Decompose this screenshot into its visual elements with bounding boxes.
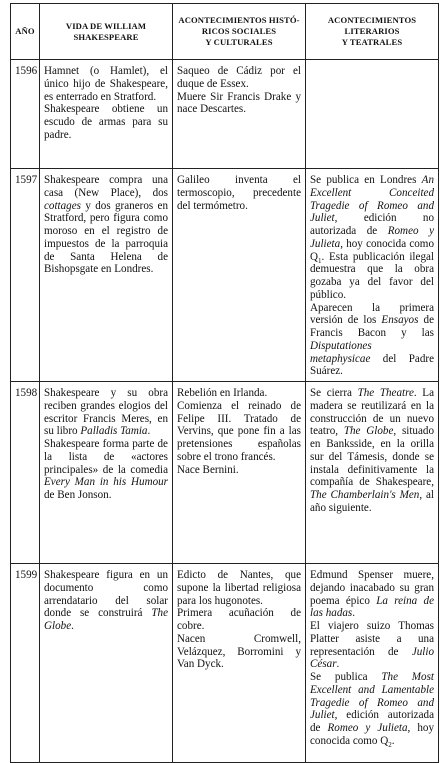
literary-paragraph: [310, 387, 434, 515]
literary-cell: [306, 564, 439, 763]
historical-paragraph: [177, 607, 301, 633]
text-run: , hoy conocida como Q: [310, 237, 434, 263]
historical-paragraph: [177, 569, 301, 607]
text-run: Shakespeare obtiene un escudo de armas para su padre.: [44, 103, 168, 141]
header-year-text: AÑO: [15, 26, 35, 37]
italic-text: The Theatre: [357, 387, 414, 399]
header-literary-line: Y TEATRALES: [341, 36, 403, 47]
literary-paragraph: [310, 302, 434, 379]
life-paragraph: [44, 174, 168, 276]
life-paragraph: [44, 65, 168, 103]
year-cell: 1598: [11, 382, 40, 564]
literary-paragraph: [310, 174, 434, 302]
text-run: Se publica: [310, 671, 382, 683]
header-life-line: VIDA DE WILLIAM: [65, 20, 147, 31]
subscript-text: 1: [318, 256, 322, 265]
literary-paragraph: [310, 620, 434, 671]
header-historical-line: Y CULTURALES: [205, 36, 273, 47]
table-body: [11, 60, 439, 763]
life-cell: [40, 382, 173, 564]
historical-cell: [173, 564, 306, 763]
text-run: y dos graneros en Stratford, pero figura como moroso en el registro de impuestos de la parroquia de Santa Helena de Bishopsgate en Londres.: [44, 199, 168, 276]
table-row: [11, 564, 439, 763]
life-cell: [40, 169, 173, 382]
text-run: de Francis Bacon y las: [310, 314, 434, 339]
text-run: Shakespeare figura en un documento como arrendatario del solar donde se construirá: [44, 569, 168, 620]
text-run: Nacen Cromwell, Velázquez, Borromini y Van Dyck.: [177, 632, 301, 671]
italic-text: Romeo y Julieta: [310, 225, 434, 250]
literary-cell: [306, 169, 439, 382]
text-run: Shakespeare y su obra reciben grandes elogios del escritor Francis Meres, en su libro: [44, 387, 168, 438]
life-paragraph: [44, 387, 168, 438]
historical-cell: [173, 60, 306, 169]
italic-text: Every Man in his Humour: [44, 476, 168, 489]
header-life-line: SHAKESPEARE: [73, 31, 139, 42]
text-run: Edicto de Nantes, que supone la libertad religiosa para los hugonotes.: [177, 569, 301, 607]
table-row: [11, 169, 439, 382]
text-run: , edición autorizada de: [310, 709, 434, 734]
literary-paragraph: [310, 569, 434, 620]
text-run: Se cierra: [310, 387, 358, 399]
year-cell: 1599: [11, 564, 40, 763]
life-cell: [40, 564, 173, 763]
text-run: Edmund Spenser muere, dejando inacabado su gran poema épico: [310, 569, 434, 607]
text-run: Galileo inventa el termoscopio, precedente del termómetro.: [177, 174, 301, 212]
text-run: .: [147, 425, 151, 438]
text-run: El viajero suizo Thomas Platter asiste a una representación de: [310, 620, 434, 658]
historical-paragraph: [177, 400, 301, 464]
text-run: Primera acuñación de cobre.: [177, 607, 301, 632]
historical-paragraph: [177, 464, 301, 477]
italic-text: Romeo y Julieta: [327, 722, 408, 734]
literary-paragraph: [310, 671, 434, 748]
italic-text: La reina de las hadas: [310, 594, 434, 620]
italic-text: Palladis Tamia: [80, 425, 148, 438]
header-historical-line: ACONTECIMIENTOS HISTÓ-: [178, 15, 300, 26]
chronology-table: [10, 3, 439, 763]
text-run: . La madera se reutilizará en la construcción de un nuevo teatro,: [310, 387, 435, 438]
italic-text: An Excellent Conceited Tragedie of Romeo and Juliet: [310, 174, 434, 225]
text-run: Shakespeare forma parte de la lista de «actores principales» de la comedia: [44, 438, 168, 476]
historical-cell: [173, 169, 306, 382]
life-paragraph: [44, 438, 168, 502]
italic-text: Disputationes metaphysicae: [310, 339, 372, 365]
literary-cell: [306, 60, 439, 169]
text-run: Comienza el reinado de Felipe III. Tratado de Vervins, que pone fin a las pretensiones españolas sobre el trono francés.: [177, 399, 301, 463]
text-run: .: [336, 658, 340, 671]
historical-paragraph: [177, 65, 301, 91]
subscript-text: 2: [388, 740, 392, 749]
text-run: , al año siguiente.: [310, 489, 434, 514]
text-run: , edición no autorizada de: [310, 212, 434, 237]
life-cell: [40, 60, 173, 169]
italic-text: The Most Excellent and Lamentable Tragedie of Romeo and Juliet: [310, 671, 434, 722]
text-run: Se publica en Londres: [310, 174, 422, 186]
header-row: [11, 4, 439, 60]
year-cell: 1596: [11, 60, 40, 169]
text-run: Saqueo de Cádiz por el duque de Essex.: [177, 65, 301, 90]
text-run: Aparecen la primera versión de los: [310, 301, 434, 327]
historical-cell: [173, 382, 306, 564]
historical-paragraph: [177, 91, 301, 117]
header-year: [11, 4, 40, 60]
italic-text: The Globe: [343, 425, 394, 438]
header-life: [40, 4, 173, 60]
text-run: de Ben Jonson.: [44, 489, 112, 501]
text-run: Rebelión en Irlanda.: [177, 387, 268, 399]
table-row: [11, 382, 439, 564]
historical-paragraph: [177, 387, 301, 400]
italic-text: The Chamberlain's Men: [310, 489, 420, 501]
italic-text: The Globe: [44, 607, 168, 632]
header-literary-line: ACONTECIMIENTOS: [327, 15, 417, 26]
header-historical-line: RICOS SOCIALES: [201, 26, 277, 37]
text-run: .: [391, 734, 395, 747]
historical-paragraph: [177, 633, 301, 671]
header-historical: [173, 4, 306, 60]
text-run: del Padre Suárez.: [310, 352, 434, 378]
year-cell: 1597: [11, 169, 40, 382]
italic-text: Julio César: [310, 645, 434, 671]
historical-paragraph: [177, 174, 301, 212]
header-literary: [306, 4, 439, 60]
text-run: Muere Sir Francis Drake y nace Descartes.: [177, 90, 301, 116]
text-run: Hamnet (o Hamlet), el único hijo de Shakespeare, es enterrado en Stratford.: [44, 65, 168, 103]
text-run: , situado en Banksside, en la orilla sur del Támesis, donde se instala definitivamente la compañía de Shakespeare,: [310, 425, 434, 489]
italic-text: Ensayos: [381, 314, 419, 327]
text-run: .: [71, 620, 74, 632]
literary-cell: [306, 382, 439, 564]
header-literary-line: LITERARIOS: [344, 26, 400, 37]
text-run: Nace Bernini.: [177, 463, 239, 476]
text-run: . Esta publicación ilegal demuestra que la obra gozaba ya del favor del público.: [310, 250, 434, 301]
italic-text: cottages: [44, 199, 81, 212]
life-paragraph: [44, 569, 168, 633]
text-run: Shakespeare compra una casa (New Place), dos: [44, 174, 168, 199]
text-run: , hoy conocida como Q: [310, 722, 435, 747]
text-run: .: [352, 607, 356, 620]
life-paragraph: [44, 103, 168, 141]
table-row: [11, 60, 439, 169]
